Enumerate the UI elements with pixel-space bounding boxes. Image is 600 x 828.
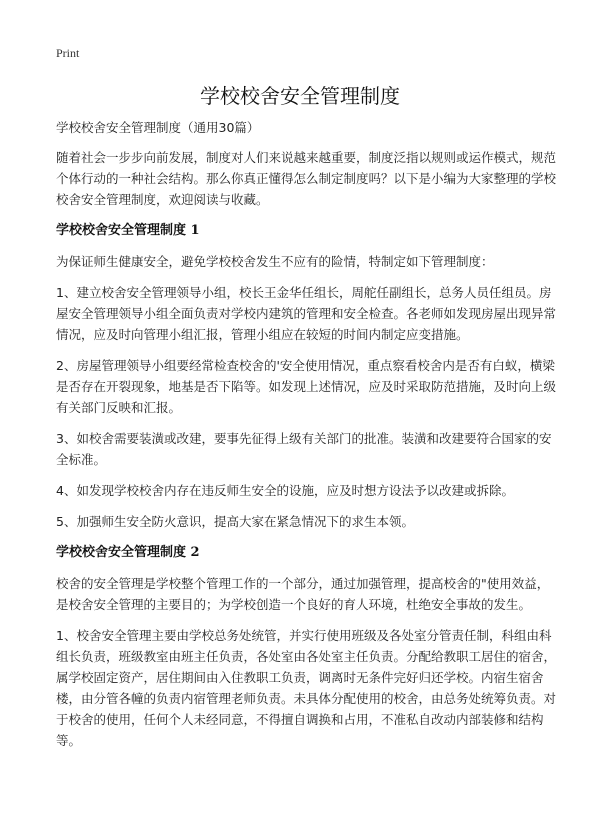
print-link[interactable]: Print bbox=[56, 46, 80, 60]
page-title: 学校校舍安全管理制度 bbox=[200, 84, 400, 108]
section-heading-2: 学校校舍安全管理制度 2 bbox=[56, 545, 200, 560]
section-heading-1: 学校校舍安全管理制度 1 bbox=[56, 223, 200, 238]
section2-lead: 校舍的安全管理是学校整个管理工作的一个部分，通过加强管理，提高校舍的"使用效益，是校舍安全管理的主要目的；为学校创造一个良好的育人环境，杜绝安全事故的发生。 bbox=[56, 576, 550, 612]
section1-item-3: 3、如校舍需要装潢或改建，要事先征得上级有关部门的批准。装潢和改建要符合国家的安全标准。 bbox=[56, 431, 552, 467]
article-subtitle: 学校校舍安全管理制度（通用30篇） bbox=[56, 120, 260, 135]
section2-item-1: 1、校舍安全管理主要由学校总务处统管，并实行使用班级及各处室分管责任制，科组由科组长负责，班级教室由班主任负责，各处室由各处室主任负责。分配给教职工居住的宿舍，属学校固定资产，居住期间由入住教职工负责，调离时无条件完好归还学校。内宿生宿舍楼，由分管各幢的负责内宿管理老师负责。未具体分配使用的校舍，由总务处统筹负责。对于校舍的使用，任何个人未经同意，不得擅自调换和占用，不准私自改动内部装修和结构等。 bbox=[56, 628, 557, 748]
section1-item-1: 1、建立校舍安全管理领导小组，校长王金华任组长，周舵任副组长，总务人员任组员。房屋安全管理领导小组全面负责对学校内建筑的管理和安全检查。各老师如发现房屋出现异常情况，应及时向管理小组汇报，管理小组应在较短的时间内制定应变措施。 bbox=[56, 285, 557, 342]
intro-paragraph: 随着社会一步步向前发展，制度对人们来说越来越重要，制度泛指以规则或运作模式，规范个体行动的一种社会结构。那么你真正懂得怎么制定制度吗？以下是小编为大家整理的学校校舍安全管理制度，欢迎阅读与收藏。 bbox=[56, 150, 557, 207]
article-body bbox=[56, 117, 556, 761]
section1-item-2: 2、房屋管理领导小组要经常检查校舍的'安全使用情况，重点察看校舍内是否有白蚁，横梁是否存在开裂现象，地基是否下陷等。如发现上述情况，应及时采取防范措施，及时向上级有关部门反映和汇报。 bbox=[56, 358, 557, 415]
section1-lead: 为保证师生健康安全，避免学校校舍发生不应有的险情，特制定如下管理制度： bbox=[56, 254, 494, 269]
section1-item-5: 5、加强师生安全防火意识，提高大家在紧急情况下的求生本领。 bbox=[56, 514, 414, 529]
section1-item-4: 4、如发现学校校舍内存在违反师生安全的设施，应及时想方设法予以改建或拆除。 bbox=[56, 483, 514, 498]
